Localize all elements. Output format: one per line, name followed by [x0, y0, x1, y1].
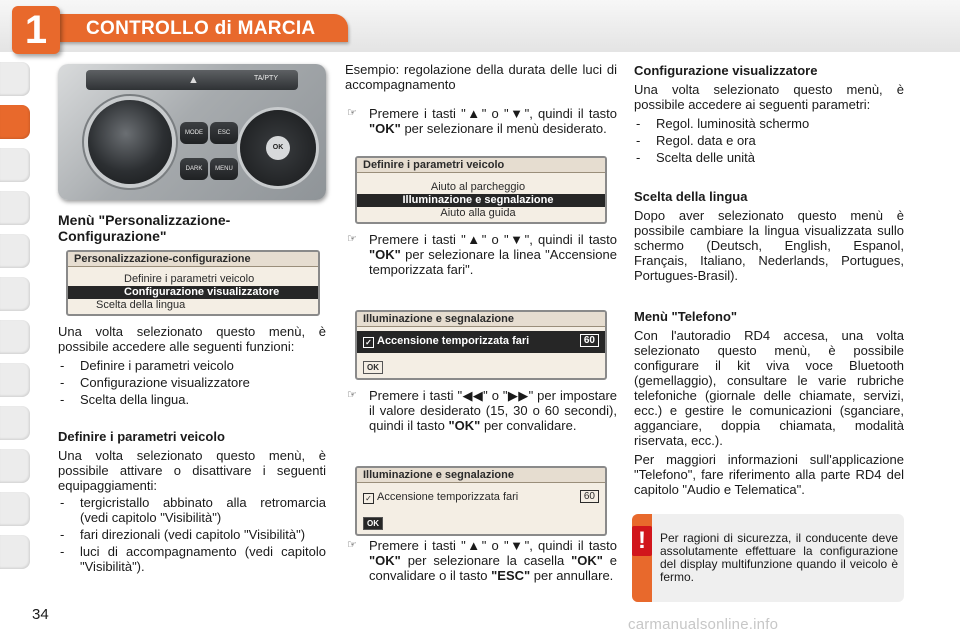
- chapter-badge[interactable]: [12, 6, 60, 54]
- checkbox-checked-icon: ✓: [363, 493, 374, 504]
- screen-title: Definire i parametri veicolo: [357, 158, 605, 173]
- left-column: [58, 212, 326, 244]
- middle-step-4: [345, 538, 617, 583]
- down-arrow-icon: ▼: [508, 232, 525, 247]
- equipment-list: [58, 495, 326, 574]
- phone-reference-text: Per maggiori informazioni sull'applicazione "Telefono", fare riferimento alla parte RD4 del capitolo "Audio e Telematica".: [634, 452, 904, 497]
- hand-pointer-icon: ☞: [347, 539, 357, 551]
- screen-ok-box: OK: [363, 361, 383, 374]
- screen-vehicle-parameters: [355, 156, 607, 224]
- screen-row: Scelta della lingua: [96, 299, 186, 311]
- chapter-tab[interactable]: [0, 234, 30, 268]
- list-item: - Configurazione visualizzatore: [58, 375, 326, 390]
- up-arrow-icon: ▲: [465, 538, 482, 553]
- list-item: - fari direzionali (vedi capitolo "Visibilità"): [58, 527, 326, 542]
- step-1: ☞ Premere i tasti "▲" o "▼", quindi il tasto "OK" per selezionare il menù desiderato.: [347, 106, 618, 136]
- subsection-title-language: Scelta della lingua: [634, 189, 748, 204]
- screen-lighting-ok: [355, 466, 607, 536]
- chapter-tab[interactable]: [0, 363, 30, 397]
- volume-knob: [88, 100, 172, 184]
- list-item: - Regol. luminosità schermo: [634, 116, 904, 131]
- warning-exclamation-icon: !: [632, 526, 652, 556]
- page-title: CONTROLLO di MARCIA: [86, 18, 316, 39]
- panel-button-menu: MENU: [210, 158, 238, 180]
- screen-row-selected: Configurazione visualizzatore: [68, 286, 318, 299]
- hazard-triangle-icon: ▲: [188, 74, 199, 86]
- chapter-tab[interactable]: [0, 148, 30, 182]
- checkbox-checked-icon: ✓: [363, 337, 374, 348]
- language-text: Dopo aver selezionato questo menù è possibile cambiare la lingua visualizzata sullo schermo (Deutsch, English, Espanol, Français, Italiano, Nederlands, Portugues, Portugues-Brasil).: [634, 208, 904, 283]
- chapter-tab[interactable]: [0, 535, 30, 569]
- hand-pointer-icon: ☞: [347, 107, 357, 119]
- screen-title: Illuminazione e segnalazione: [357, 468, 605, 483]
- ok-key: "OK": [369, 553, 401, 568]
- panel-label-tapty: TA/PTY: [254, 75, 278, 82]
- ok-key: "OK": [448, 418, 481, 433]
- forward-icon: ▶▶: [507, 388, 529, 403]
- subsection-title-vehicle: Definire i parametri veicolo: [58, 429, 225, 444]
- list-item: - tergicristallo abbinato alla retromarcia (vedi capitolo "Visibilità"): [58, 495, 326, 525]
- chapter-tab[interactable]: [0, 406, 30, 440]
- screen-row: Aiuto alla guida: [440, 207, 516, 219]
- hand-pointer-icon: ☞: [347, 389, 357, 401]
- screen-row-selected: Illuminazione e segnalazione: [357, 194, 605, 207]
- chapter-tab-active[interactable]: [0, 105, 30, 139]
- chapter-tab[interactable]: [0, 449, 30, 483]
- chapter-number: 1: [24, 8, 48, 52]
- chapter-tab[interactable]: [0, 277, 30, 311]
- screen-personalization: [66, 250, 320, 316]
- subsection-title-phone: Menù "Telefono": [634, 309, 738, 324]
- down-arrow-icon: ▼: [508, 106, 525, 121]
- middle-column: [345, 62, 617, 136]
- ok-key: "OK": [571, 553, 603, 568]
- down-arrow-icon: ▼: [508, 538, 525, 553]
- rewind-icon: ◀◀: [462, 388, 484, 403]
- function-list: [58, 358, 326, 407]
- up-arrow-icon: ▲: [465, 106, 482, 121]
- screen-ok-box-selected: OK: [363, 517, 383, 530]
- list-item: - Scelta delle unità: [634, 150, 904, 165]
- phone-text: Con l'autoradio RD4 accesa, una volta selezionato questo menù, è possibile configurare il kit viva voce Bluetooth (gemellaggio), consultare le varie rubriche telefoniche (giornale delle chiamate, servizi, ecc.) e gestire le comunicazioni (sganciare, agganciare, doppia chiamata, modalità riservata, ecc.).: [634, 328, 904, 448]
- example-text: Esempio: regolazione della durata delle luci di accompagnamento: [345, 62, 617, 92]
- screen-row-selected: ✓ Accensione temporizzata fari 60: [357, 331, 605, 353]
- screen-row: ✓ Accensione temporizzata fari 60: [357, 487, 605, 509]
- step-4: ☞ Premere i tasti "▲" o "▼", quindi il tasto "OK" per selezionare la casella "OK" e convalidare o il tasto "ESC" per annullare.: [347, 538, 618, 583]
- ok-key: "OK": [369, 121, 401, 136]
- chapter-tab-rail: [0, 62, 36, 578]
- list-item: - Definire i parametri veicolo: [58, 358, 326, 373]
- middle-step-2: [345, 232, 617, 277]
- display-text: Una volta selezionato questo menù, è possibile accedere ai seguenti parametri:: [634, 82, 904, 112]
- list-item: - Scelta della lingua.: [58, 392, 326, 407]
- timer-value: 60: [580, 334, 599, 347]
- screen-title: Illuminazione e segnalazione: [357, 312, 605, 327]
- ok-key: "OK": [369, 247, 401, 262]
- hand-pointer-icon: ☞: [347, 233, 357, 245]
- watermark: carmanualsonline.info: [628, 616, 779, 633]
- right-column: [634, 63, 904, 497]
- list-item: - Regol. data e ora: [634, 133, 904, 148]
- vehicle-text: Una volta selezionato questo menù, è possibile attivare o disattivare i seguenti equipaggiamenti:: [58, 448, 326, 493]
- screen-row: Aiuto al parcheggio: [430, 181, 526, 193]
- chapter-tab[interactable]: [0, 62, 30, 96]
- panel-button-esc: ESC: [210, 122, 238, 144]
- step-2: ☞ Premere i tasti "▲" o "▼", quindi il tasto "OK" per selezionare la linea "Accensione temporizzata fari".: [347, 232, 618, 277]
- subsection-title-display: Configurazione visualizzatore: [634, 63, 818, 78]
- panel-button-ok: OK: [266, 136, 290, 160]
- control-panel-photo: [58, 64, 326, 200]
- section-title-personalization: Menù "Personalizzazione-Configurazione": [58, 212, 231, 244]
- chapter-tab[interactable]: [0, 492, 30, 526]
- left-column-body: [58, 324, 326, 576]
- step-3: ☞ Premere i tasti "◀◀" o "▶▶" per impostare il valore desiderato (15, 30 o 60 secondi), quindi il tasto "OK" per convalidare.: [347, 388, 618, 433]
- panel-button-mode: MODE: [180, 122, 208, 144]
- navigation-pad: [240, 110, 316, 186]
- chapter-tab[interactable]: [0, 191, 30, 225]
- middle-step-3: [345, 388, 617, 433]
- timer-value: 60: [580, 490, 599, 503]
- screen-lighting-selected: [355, 310, 607, 380]
- display-parameter-list: [634, 116, 904, 165]
- chapter-tab[interactable]: [0, 320, 30, 354]
- page-number: 34: [32, 606, 49, 623]
- screen-title: Personalizzazione-configurazione: [68, 252, 318, 267]
- intro-text: Una volta selezionato questo menù, è possibile accedere alle seguenti funzioni:: [58, 324, 326, 354]
- up-arrow-icon: ▲: [465, 232, 482, 247]
- safety-note-text: Per ragioni di sicurezza, il conducente deve assolutamente effettuare la configurazione del display multifunzione quando il veicolo è fermo.: [660, 531, 898, 584]
- screen-row: Definire i parametri veicolo: [124, 273, 255, 285]
- esc-key: "ESC": [491, 568, 531, 583]
- panel-button-dark: DARK: [180, 158, 208, 180]
- list-item: - luci di accompagnamento (vedi capitolo "Visibilità").: [58, 544, 326, 574]
- title-tab: [58, 14, 348, 42]
